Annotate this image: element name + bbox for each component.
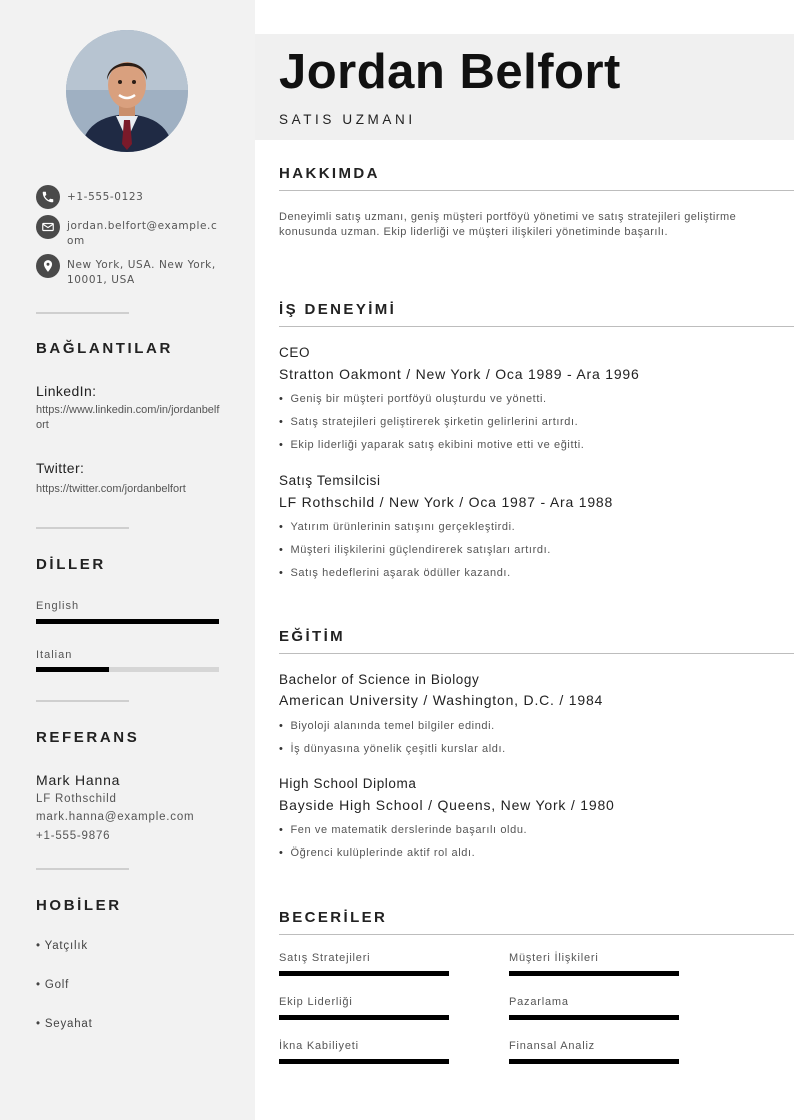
skill-level-bar [279, 1015, 449, 1020]
sidebar-divider [36, 868, 129, 870]
language-level-bar [36, 667, 219, 672]
links-heading: BAĞLANTILAR [36, 340, 173, 357]
profile-photo-image [66, 30, 188, 152]
skill-level-bar [509, 1059, 679, 1064]
address-text: New York, USA. New York, 10001, USA [67, 259, 216, 286]
education-degree: High School Diploma [279, 776, 417, 791]
language-level-bar [36, 619, 219, 624]
education-bullet: • Biyoloji alanında temel bilgiler edindi. [279, 720, 495, 732]
reference-company: LF Rothschild [36, 793, 117, 805]
profile-photo [66, 30, 188, 152]
skill-name: Finansal Analiz [509, 1040, 595, 1052]
sidebar-divider [36, 700, 129, 702]
skill-name: Satış Stratejileri [279, 952, 371, 964]
skills-heading: BECERİLER [279, 909, 388, 926]
section-rule [279, 653, 794, 654]
experience-heading: İŞ DENEYİMİ [279, 301, 397, 318]
sidebar-divider [36, 527, 129, 529]
person-name: Jordan Belfort [279, 45, 621, 99]
reference-phone: +1-555-9876 [36, 830, 111, 842]
languages-heading: DİLLER [36, 556, 106, 573]
location-pin-icon [36, 254, 60, 278]
education-degree: Bachelor of Science in Biology [279, 672, 480, 687]
main-content [255, 0, 794, 1120]
skill-name: Pazarlama [509, 996, 569, 1008]
reference-email[interactable]: mark.hanna@example.com [36, 811, 195, 823]
sidebar-divider [36, 312, 129, 314]
skill-level-fill [509, 971, 679, 976]
about-heading: HAKKIMDA [279, 165, 380, 182]
linkedin-link[interactable]: https://www.linkedin.com/in/jordanbelfort [36, 404, 220, 431]
twitter-link[interactable]: https://twitter.com/jordanbelfort [36, 483, 186, 495]
skill-level-fill [279, 971, 449, 976]
phone-text: +1-555-0123 [67, 191, 144, 203]
job-bullet: • Satış stratejileri geliştirerek şirketin gelirlerini artırdı. [279, 416, 578, 428]
skill-level-bar [279, 971, 449, 976]
job-company: LF Rothschild / New York / Oca 1987 - Ara 1988 [279, 494, 614, 510]
education-bullet: • İş dünyasına yönelik çeşitli kurslar aldı. [279, 743, 506, 755]
skill-level-fill [279, 1015, 449, 1020]
skill-level-fill [279, 1059, 449, 1064]
contact-address [36, 254, 219, 288]
section-rule [279, 934, 794, 935]
hobby-item: • Seyahat [36, 1018, 93, 1030]
education-school: American University / Washington, D.C. / 1984 [279, 692, 604, 708]
education-bullet: • Fen ve matematik derslerinde başarılı oldu. [279, 824, 527, 836]
job-bullet: • Müşteri ilişkilerini güçlendirerek satışları artırdı. [279, 544, 551, 556]
education-heading: EĞİTİM [279, 628, 346, 645]
phone-icon [36, 185, 60, 209]
twitter-label: Twitter: [36, 460, 85, 476]
education-bullet: • Öğrenci kulüplerinde aktif rol aldı. [279, 847, 475, 859]
skill-name: İkna Kabiliyeti [279, 1040, 359, 1052]
job-title: SATIS UZMANI [279, 112, 416, 127]
job-bullet: • Ekip liderliği yaparak satış ekibini motive etti ve eğitti. [279, 439, 584, 451]
section-rule [279, 326, 794, 327]
job-bullet: • Yatırım ürünlerinin satışını gerçekleştirdi. [279, 521, 515, 533]
skill-level-fill [509, 1059, 679, 1064]
job-role: CEO [279, 345, 311, 360]
contact-phone [36, 185, 219, 209]
skill-level-fill [509, 1015, 679, 1020]
about-text: Deneyimli satış uzmanı, geniş müşteri portföyü yönetimi ve satış stratejileri geliştirme konusunda uzman. Ekip liderliği ve müşteri ilişkileri yönetiminde başarılı. [279, 211, 737, 238]
job-bullet: • Geniş bir müşteri portföyü oluşturdu ve yönetti. [279, 393, 547, 405]
language-level-fill [36, 667, 109, 672]
contact-email [36, 215, 219, 249]
reference-name: Mark Hanna [36, 772, 121, 788]
email-text[interactable]: jordan.belfort@example.com [67, 220, 218, 247]
skill-name: Müşteri İlişkileri [509, 952, 599, 964]
envelope-icon [36, 215, 60, 239]
job-bullet: • Satış hedeflerini aşarak ödüller kazandı. [279, 567, 511, 579]
sidebar [0, 0, 255, 1120]
hobby-item: • Yatçılık [36, 940, 88, 952]
section-rule [279, 190, 794, 191]
skill-level-bar [279, 1059, 449, 1064]
skill-name: Ekip Liderliği [279, 996, 353, 1008]
skill-level-bar [509, 1015, 679, 1020]
job-company: Stratton Oakmont / New York / Oca 1989 - Ara 1996 [279, 366, 640, 382]
language-name: Italian [36, 649, 73, 661]
references-heading: REFERANS [36, 729, 140, 746]
hobbies-heading: HOBİLER [36, 897, 122, 914]
education-school: Bayside High School / Queens, New York / 1980 [279, 797, 615, 813]
linkedin-label: LinkedIn: [36, 383, 97, 399]
language-level-fill [36, 619, 219, 624]
language-name: English [36, 600, 80, 612]
skill-level-bar [509, 971, 679, 976]
hobby-item: • Golf [36, 979, 70, 991]
job-role: Satış Temsilcisi [279, 473, 381, 488]
